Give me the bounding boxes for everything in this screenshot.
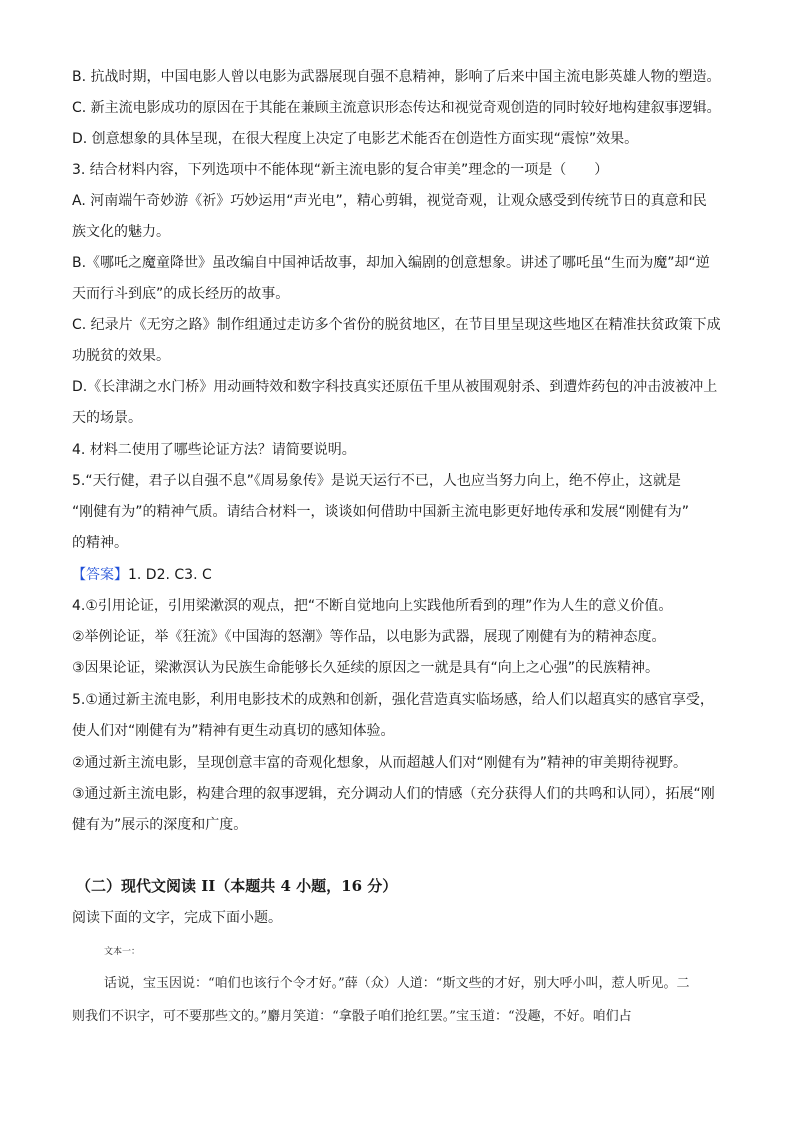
text-1-label: 文本一： [104,947,141,957]
option-d-q3-line1: D.《长津湖之水门桥》用动画特效和数字科技真实还原伍千里从被围观射杀、到遭炸药包的冲击波被冲上 [72,379,718,395]
answer-5-point1-line1: 5.①通过新主流电影，利用电影技术的成熟和创新，强化营造真实临场感，给人们以超真实的感官享受， [72,692,714,708]
answer-tag: 【答案】 [72,567,128,583]
option-c-q3-line2: 功脱贫的效果。 [72,348,170,364]
question-5-line2: “刚健有为”的精神气质。请结合材料一，谈谈如何借助中国新主流电影更好地传承和发展“刚健有为” [72,504,690,520]
question-5-line1: 5.“天行健，君子以自强不息”《周易象传》是说天运行不已，人也应当努力向上，绝不停止，这就是 [72,473,681,489]
question-3: 3. 结合材料内容，下列选项中不能体现“新主流电影的复合审美”理念的一项是（ ） [72,162,609,178]
reading-instruction: 阅读下面的文字，完成下面小题。 [72,910,282,926]
option-d-q3-line2: 天的场景。 [72,410,142,426]
option-d-q2: D. 创意想象的具体呈现，在很大程度上决定了电影艺术能否在创造性方面实现“震惊”效果。 [72,131,639,147]
answer-line [72,560,732,591]
answer-5-point2: ②通过新主流电影，呈现创意丰富的奇观化想象，从而超越人们对“刚健有为”精神的审美期待视野。 [72,755,688,771]
text-1-paragraph-line2: 则我们不识字，可不要那些文的。”麝月笑道：“拿骰子咱们抢红罢。”宝玉道：“没趣，不好。咱们占 [72,1009,632,1024]
option-b-q3-line2: 天而行斗到底”的成长经历的故事。 [72,286,290,302]
text-1-paragraph-line1: 话说，宝玉因说：“咱们也该行个令才好。”薛（众）人道：“斯文些的才好，别大呼小叫，惹人听见。二 [104,976,690,991]
answer-5-point3-line2: 健有为”展示的深度和广度。 [72,817,248,833]
question-5-line3: 的精神。 [72,535,128,551]
answer-5-point3-line1: ③通过新主流电影，构建合理的叙事逻辑，充分调动人们的情感（充分获得人们的共鸣和认同），拓展“刚 [72,786,715,802]
option-c-q2: C. 新主流电影成功的原因在于其能在兼顾主流意识形态传达和视觉奇观创造的同时较好地构建叙事逻辑。 [72,100,721,116]
option-b-q3-line1: B.《哪吒之魔童降世》虽改编自中国神话故事，却加入编剧的创意想象。讲述了哪吒虽“生而为魔”却“逆 [72,255,710,271]
answer-text: 1. D2. C3. C [128,567,212,583]
answer-5-point1-line2: 使人们对“刚健有为”精神有更生动真切的感知体验。 [72,723,395,739]
option-a-q3-line1: A. 河南端午奇妙游《祈》巧妙运用“声光电”，精心剪辑，视觉奇观，让观众感受到传统节日的真意和民 [72,193,707,209]
answer-4-point2: ②举例论证，举《狂流》《中国海的怒潮》等作品，以电影为武器，展现了刚健有为的精神态度。 [72,629,666,645]
option-b-q2: B. 抗战时期，中国电影人曾以电影为武器展现自强不息精神，影响了后来中国主流电影英雄人物的塑造。 [72,69,721,85]
option-a-q3-line2: 族文化的魅力。 [72,224,170,240]
answer-4-point1: 4.①引用论证，引用梁漱溟的观点，把“不断自觉地向上实践他所看到的理”作为人生的意义价值。 [72,598,673,614]
section-2-title: （二）现代文阅读 II（本题共 4 小题，16 分） [76,877,398,895]
question-4: 4. 材料二使用了哪些论证方法？请简要说明。 [72,442,356,458]
option-c-q3-line1: C. 纪录片《无穷之路》制作组通过走访多个省份的脱贫地区，在节目里呈现这些地区在精准扶贫政策下成 [72,317,721,333]
answer-4-point3: ③因果论证，梁漱溟认为民族生命能够长久延续的原因之一就是具有“向上之心强”的民族精神。 [72,660,660,676]
